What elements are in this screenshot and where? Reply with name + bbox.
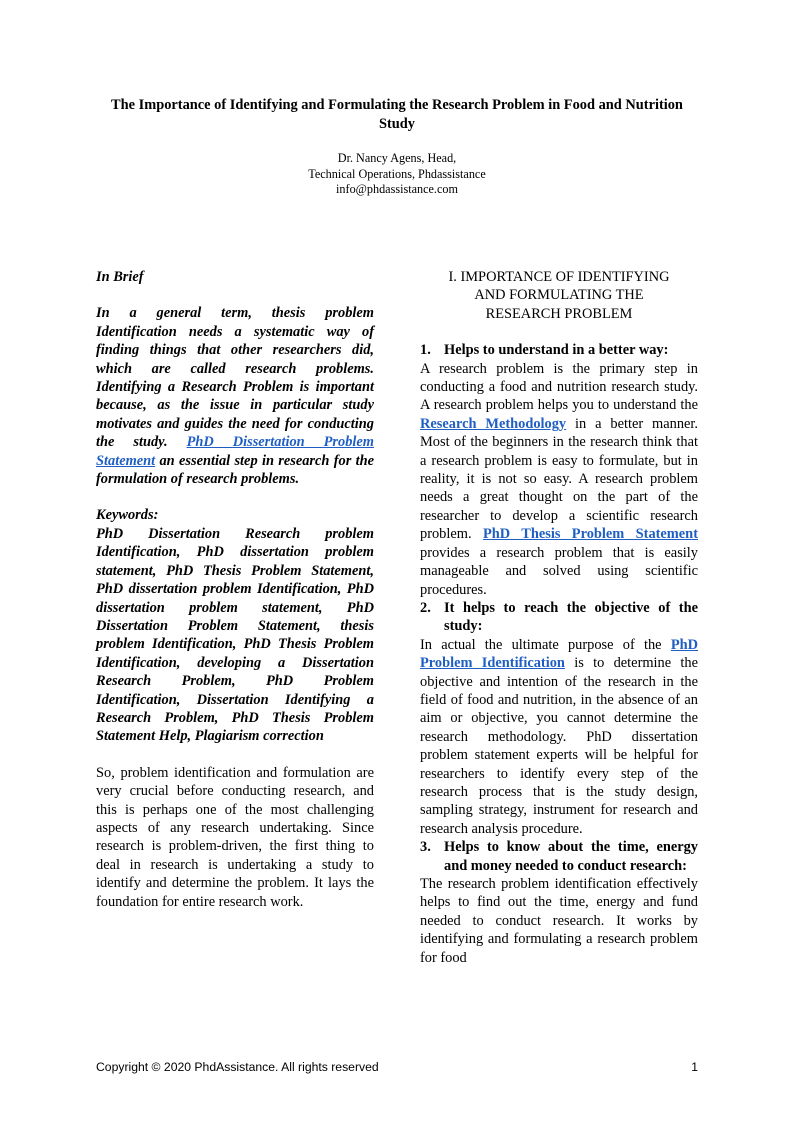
phd-problem-identification-link[interactable]: PhD Problem Identification (420, 636, 698, 672)
author-affiliation: Technical Operations, Phdassistance (308, 166, 486, 181)
list-item-paragraph: The research problem identification effectively helps to find out the time, energy and fund needed to conduct research. It works by identifying and formulating a research problem for food (420, 876, 698, 966)
phd-dissertation-problem-statement-link[interactable]: PhD Dissertation Problem Statement (96, 434, 374, 469)
list-number: 3. (420, 839, 431, 856)
brief-text-after: an essential step in research for the formulation of research problems. (96, 452, 374, 488)
section-heading-line: I. IMPORTANCE OF IDENTIFYING (448, 269, 670, 285)
left-column (96, 268, 374, 911)
brief-paragraph (96, 304, 374, 488)
paragraph-text: is to determine the objective and intention of the research in the field of food and nutrition, in the absence of an aim or objective, you cannot determine the research methodology. PhD dissertation problem statement experts will be helpful for researchers to identify every step of the research process that is the study design, sampling strategy, instrument for research and research analysis procedure. (420, 655, 699, 837)
right-column (420, 268, 698, 967)
section-heading (420, 268, 698, 323)
author-block (96, 151, 698, 198)
list-item-heading (420, 599, 698, 636)
list-number: 1. (420, 342, 431, 359)
paragraph-text: provides a research problem that is easily manageable and solved using scientific procedures. (420, 544, 698, 598)
document-title: The Importance of Identifying and Formulating the Research Problem in Food and Nutrition Study (111, 97, 683, 132)
paragraph-text: In actual the ultimate purpose of the (420, 636, 662, 653)
list-number: 2. (420, 599, 431, 616)
keywords-heading: Keywords: (96, 507, 159, 524)
paragraph-text: in a better manner. Most of the beginners in the research think that a research problem is easy to formulate, but in reality, it is not so easy. A research problem needs a great thought on the part of the researcher to develop a scientific research problem. (420, 415, 698, 543)
section-heading-line: RESEARCH PROBLEM (485, 305, 633, 322)
body-paragraph: So, problem identification and formulation are very crucial before conducting research, and this is perhaps one of the most challenging aspects of any research undertaking. Since research is problem-driven, the first thing to deal in research is undertaking a study to identify and determine the problem. It lays the foundation for entire research work. (96, 764, 374, 910)
list-heading-text: Helps to understand in a better way: (444, 342, 669, 359)
list-item-paragraph (420, 360, 698, 599)
author-email: info@phdassistance.com (336, 182, 458, 196)
copyright-text: Copyright © 2020 PhdAssistance. All rights reserved (96, 1060, 379, 1074)
author-name: Dr. Nancy Agens, Head, (337, 151, 457, 165)
list-item-paragraph (420, 636, 698, 838)
list-item-heading (420, 341, 698, 359)
list-item-heading (420, 838, 698, 875)
page-number: 1 (691, 1060, 698, 1074)
page-footer (96, 1060, 698, 1074)
section-heading-line: AND FORMULATING THE (474, 287, 644, 304)
paragraph-text: A research problem is the primary step in conducting a food and nutrition research study. A research problem helps you to understand the (420, 360, 698, 414)
list-heading-text: Helps to know about the time, energy and money needed to conduct research: (444, 839, 698, 874)
research-methodology-link[interactable]: Research Methodology (420, 415, 567, 432)
phd-thesis-problem-statement-link[interactable]: PhD Thesis Problem Statement (482, 526, 698, 543)
brief-heading: In Brief (96, 269, 144, 285)
list-heading-text: It helps to reach the objective of the study: (444, 599, 698, 635)
brief-text: In a general term, thesis problem Identification needs a systematic way of finding things that other researchers did, which are called research problems. Identifying a Research Problem is important because, as the issue in particular study motivates and guides the need for conducting the study. (96, 305, 374, 451)
keywords-list: PhD Dissertation Research problem Identification, PhD dissertation problem statement, PhD Thesis Problem Statement, PhD dissertation problem Identification, PhD dissertation problem statement, PhD Dissertation Problem Statement, thesis problem Identification, PhD Thesis Problem Identification, developing a Dissertation Research Problem, PhD Problem Identification, Dissertation Identifying a Research Problem, PhD Thesis Problem Statement Help, Plagiarism correction (96, 525, 374, 745)
